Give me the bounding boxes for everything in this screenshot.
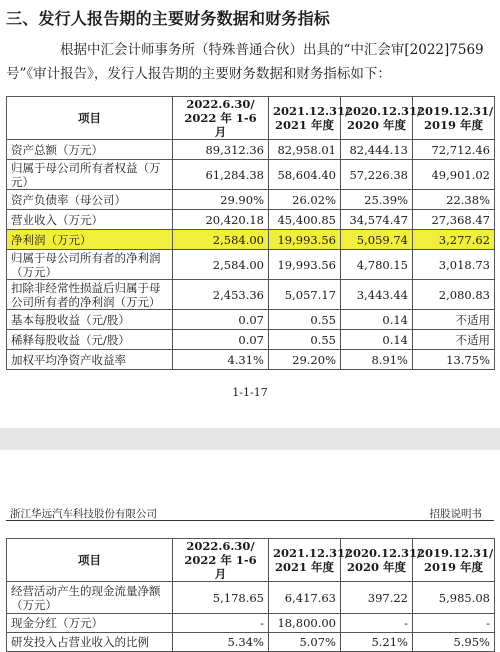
- cell-value: 57,226.38: [341, 160, 413, 190]
- header-2020: 2020.12.31/ 2020 年度: [341, 97, 413, 140]
- cell-value: 3,018.73: [413, 250, 495, 280]
- cell-value: 0.07: [173, 310, 269, 330]
- row-label: 归属于母公司所有者权益（万元）: [7, 160, 173, 190]
- cell-value: 5,985.08: [413, 582, 495, 614]
- table-row: [7, 230, 495, 250]
- cell-value: 0.14: [341, 330, 413, 350]
- cell-value: 89,312.36: [173, 140, 269, 160]
- table-row: [7, 210, 495, 230]
- cell-value: 19,993.56: [269, 250, 341, 280]
- table-row: [7, 140, 495, 160]
- table-row: [7, 350, 495, 370]
- table-row: [7, 190, 495, 210]
- cell-value: 72,712.46: [413, 140, 495, 160]
- cell-value: 22.38%: [413, 190, 495, 210]
- header-divider: [6, 520, 494, 521]
- cell-value: 0.55: [269, 330, 341, 350]
- cell-value: 34,574.47: [341, 210, 413, 230]
- table-row: [7, 330, 495, 350]
- table-row: [7, 160, 495, 190]
- cell-value: 58,604.40: [269, 160, 341, 190]
- header-2021: 2021.12.31/ 2021 年度: [269, 97, 341, 140]
- row-label: 营业收入（万元）: [7, 210, 173, 230]
- row-label: 加权平均净资产收益率: [7, 350, 173, 370]
- cell-value: 5.95%: [413, 633, 495, 652]
- header-2020: 2020.12.31/ 2020 年度: [341, 539, 413, 582]
- cell-value: 26.02%: [269, 190, 341, 210]
- row-label: 资产总额（万元）: [7, 140, 173, 160]
- header-item: 项目: [7, 539, 173, 582]
- cell-value: 27,368.47: [413, 210, 495, 230]
- table-row: [7, 310, 495, 330]
- cell-value: 0.14: [341, 310, 413, 330]
- table-header-row: [7, 539, 495, 582]
- company-header: 浙江华远汽车科技股份有限公司: [10, 508, 157, 520]
- header-2019: 2019.12.31/ 2019 年度: [413, 539, 495, 582]
- cell-value: 20,420.18: [173, 210, 269, 230]
- row-label: 经营活动产生的现金流量净额（万元）: [7, 582, 173, 614]
- cell-value: 29.90%: [173, 190, 269, 210]
- cell-value: 2,584.00: [173, 230, 269, 250]
- page-gap: [0, 428, 500, 450]
- cell-value: 5.21%: [341, 633, 413, 652]
- cell-value: 4,780.15: [341, 250, 413, 280]
- cell-value: 61,284.38: [173, 160, 269, 190]
- cell-value: 2,453.36: [173, 280, 269, 310]
- cell-value: 25.39%: [341, 190, 413, 210]
- row-label: 现金分红（万元）: [7, 614, 173, 633]
- cell-value: 29.20%: [269, 350, 341, 370]
- document-page-2: [0, 450, 500, 649]
- cell-value: -: [341, 614, 413, 633]
- cell-value: 18,800.00: [269, 614, 341, 633]
- row-label: 扣除非经常性损益后归属于母公司所有者的净利润（万元）: [7, 280, 173, 310]
- cell-value: 3,443.44: [341, 280, 413, 310]
- cell-value: 5.07%: [269, 633, 341, 652]
- cell-value: 不适用: [413, 330, 495, 350]
- cell-value: 5,178.65: [173, 582, 269, 614]
- cell-value: 49,901.02: [413, 160, 495, 190]
- header-2022h1: 2022.6.30/ 2022 年 1-6 月: [173, 97, 269, 140]
- table-row: [7, 582, 495, 614]
- cell-value: 4.31%: [173, 350, 269, 370]
- cell-value: -: [413, 614, 495, 633]
- cell-value: 2,584.00: [173, 250, 269, 280]
- cell-value: 不适用: [413, 310, 495, 330]
- row-label: 稀释每股收益（元/股）: [7, 330, 173, 350]
- cell-value: 0.55: [269, 310, 341, 330]
- cell-value: 45,400.85: [269, 210, 341, 230]
- financial-data-table: [6, 96, 495, 370]
- row-label: 归属于母公司所有者的净利润（万元）: [7, 250, 173, 280]
- row-label: 资产负债率（母公司）: [7, 190, 173, 210]
- cell-value: 13.75%: [413, 350, 495, 370]
- cell-value: 5.34%: [173, 633, 269, 652]
- cell-value: 82,444.13: [341, 140, 413, 160]
- table-row: [7, 280, 495, 310]
- table-header-row: [7, 97, 495, 140]
- cell-value: 8.91%: [341, 350, 413, 370]
- row-label: 净利润（万元）: [7, 230, 173, 250]
- cell-value: 0.07: [173, 330, 269, 350]
- table-row: [7, 614, 495, 633]
- document-type-header: 招股说明书: [429, 508, 482, 520]
- cell-value: 5,057.17: [269, 280, 341, 310]
- header-2022h1: 2022.6.30/ 2022 年 1-6 月: [173, 539, 269, 582]
- row-label: 研发投入占营业收入的比例: [7, 633, 173, 652]
- cell-value: 19,993.56: [269, 230, 341, 250]
- header-item: 项目: [7, 97, 173, 140]
- header-2019: 2019.12.31/ 2019 年度: [413, 97, 495, 140]
- cell-value: 397.22: [341, 582, 413, 614]
- cell-value: 5,059.74: [341, 230, 413, 250]
- cell-value: 3,277.62: [413, 230, 495, 250]
- section-heading: 三、发行人报告期的主要财务数据和财务指标: [6, 9, 331, 28]
- page-number: 1-1-17: [232, 386, 268, 399]
- row-label: 基本每股收益（元/股）: [7, 310, 173, 330]
- table-row: [7, 250, 495, 280]
- cell-value: 2,080.83: [413, 280, 495, 310]
- header-2021: 2021.12.31/ 2021 年度: [269, 539, 341, 582]
- financial-data-table-continued: [6, 538, 495, 652]
- intro-paragraph: 根据中汇会计师事务所（特殊普通合伙）出具的“中汇会审[2022]7569 号”《审计报告》，发行人报告期的主要财务数据和财务指标如下：: [6, 42, 484, 82]
- cell-value: 6,417.63: [269, 582, 341, 614]
- cell-value: 82,958.01: [269, 140, 341, 160]
- table-row: [7, 633, 495, 652]
- cell-value: -: [173, 614, 269, 633]
